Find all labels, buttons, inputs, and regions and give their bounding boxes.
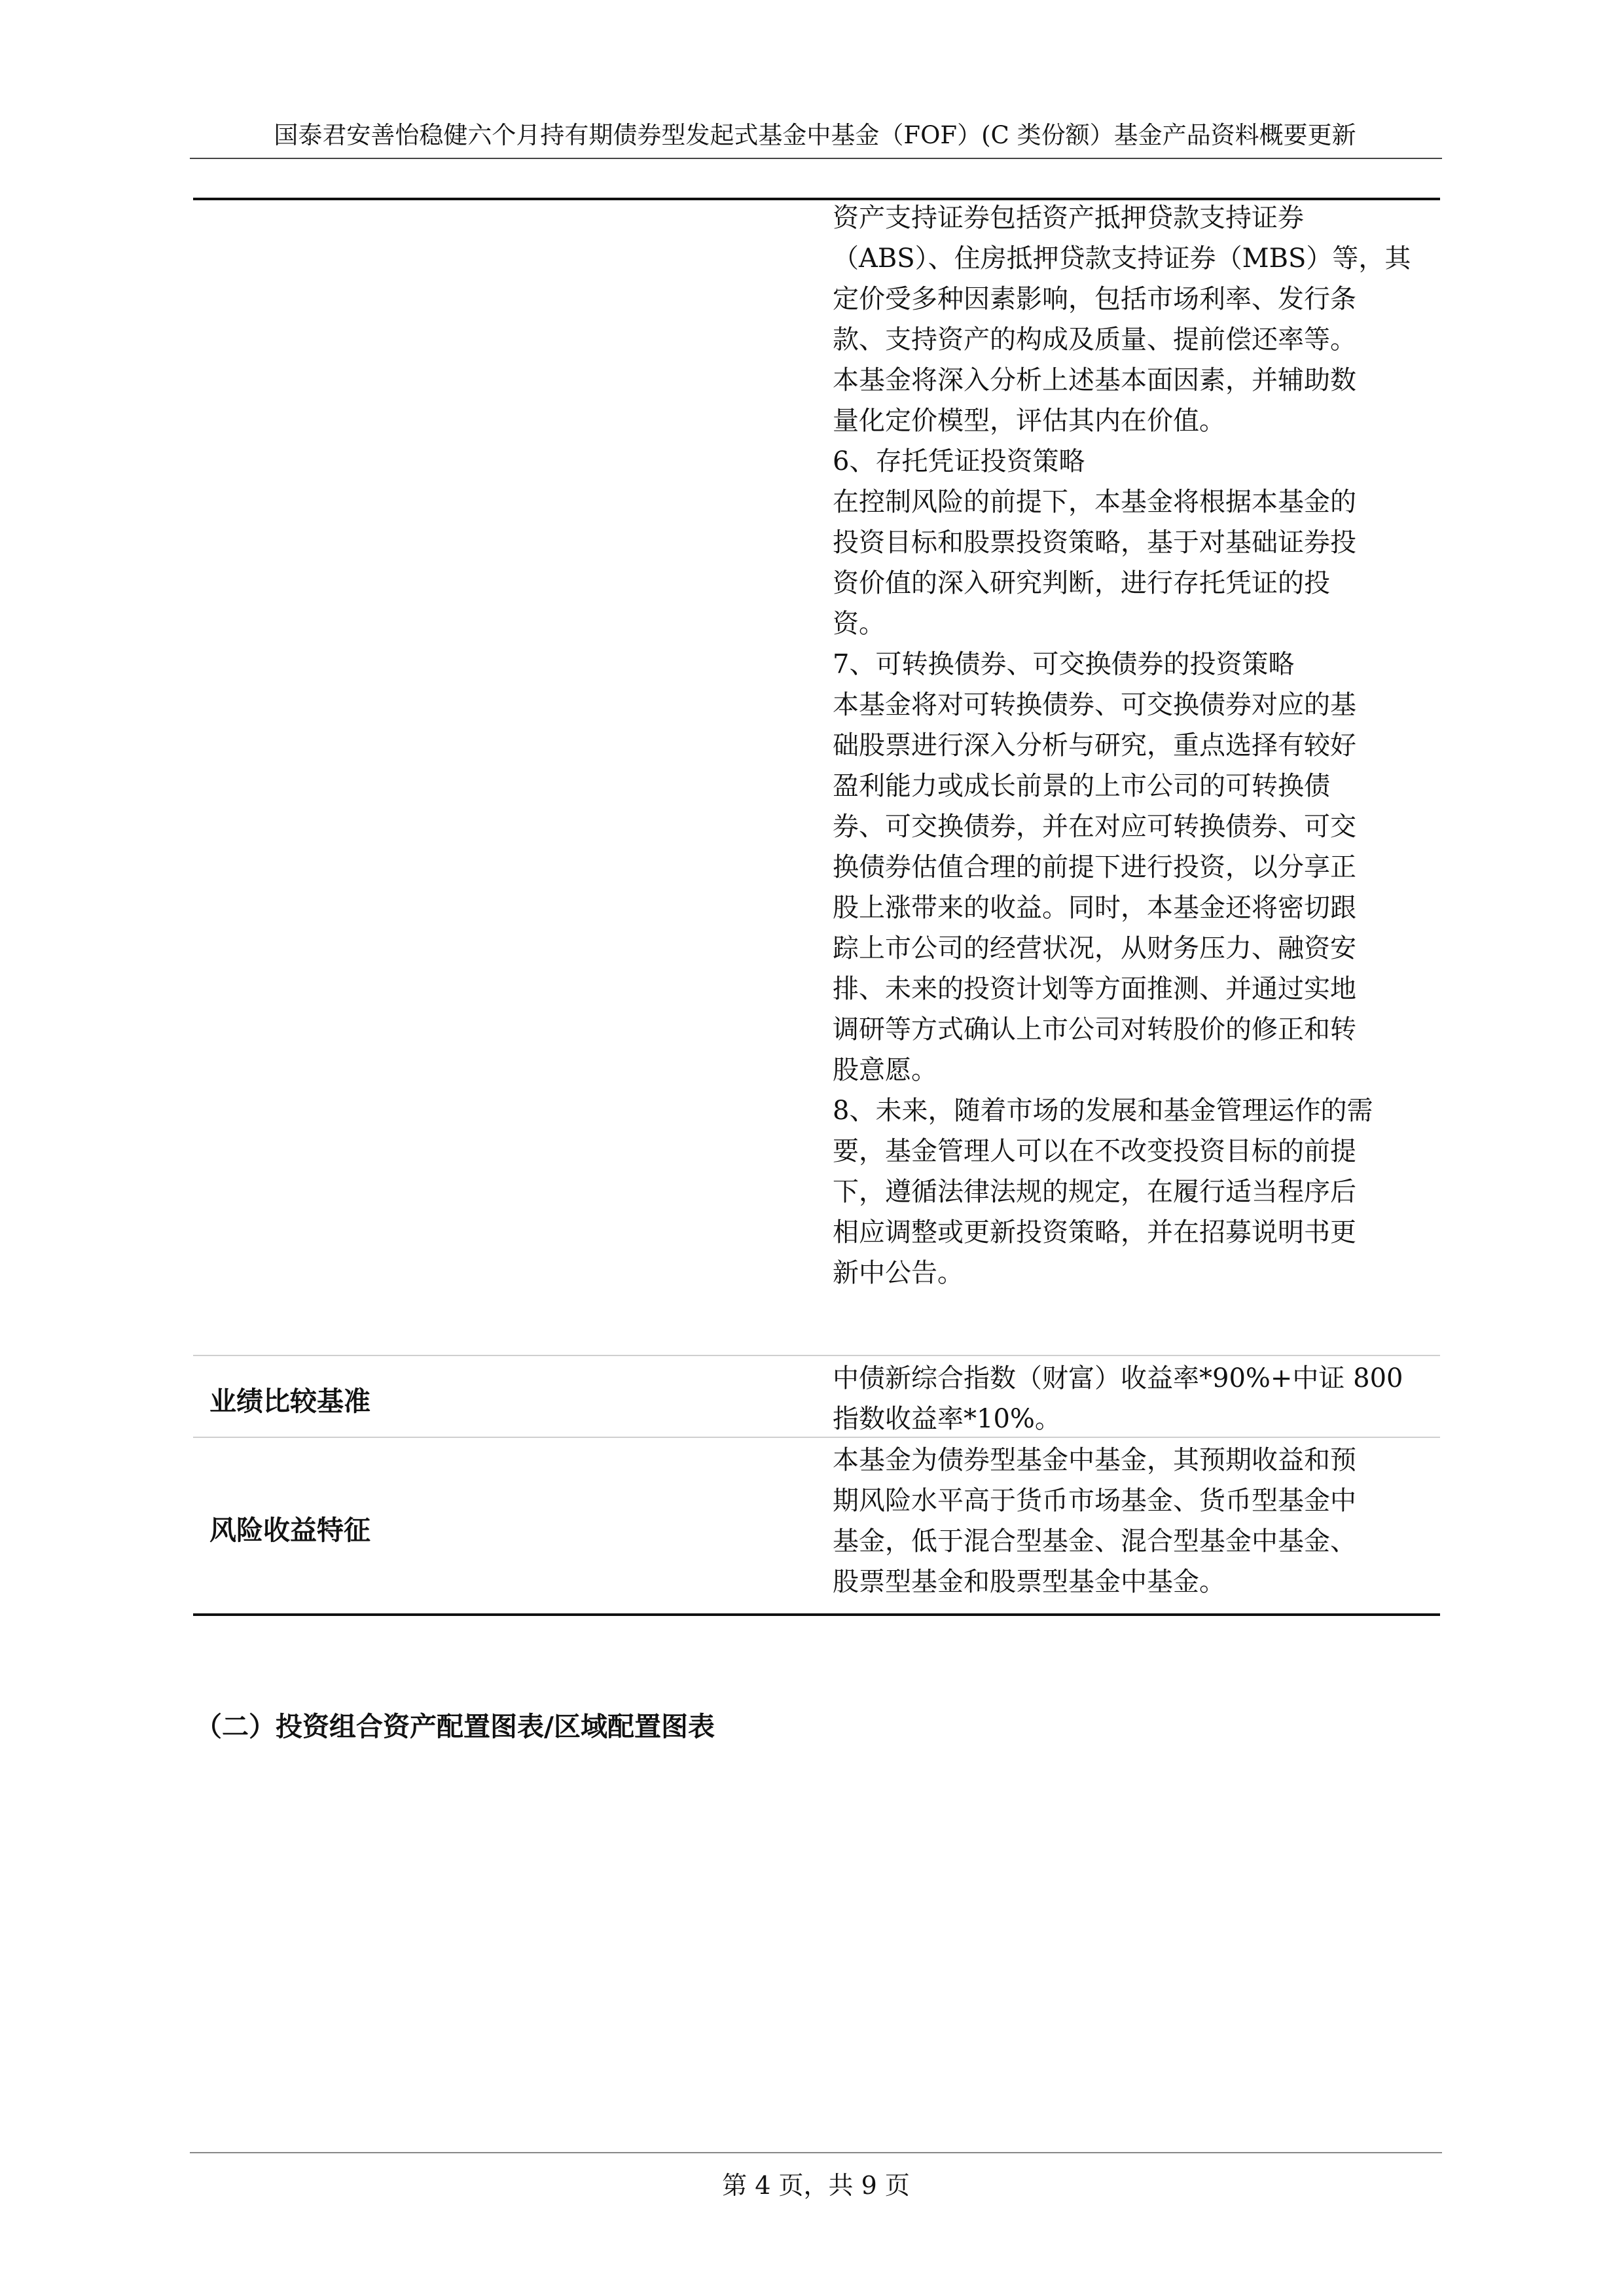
row-divider — [193, 1355, 1440, 1356]
investment-strategy-cell — [833, 198, 1435, 1293]
strategy-line: 股上涨带来的收益。同时，本基金还将密切跟 — [833, 893, 1356, 923]
risk-return-label: 风险收益特征 — [209, 1515, 370, 1546]
row-divider — [193, 1437, 1440, 1438]
strategy-line: 8、未来，随着市场的发展和基金管理运作的需 — [833, 1096, 1373, 1126]
strategy-line: 新中公告。 — [833, 1258, 964, 1288]
header-divider — [190, 158, 1442, 159]
footer-divider — [190, 2152, 1442, 2153]
risk-line: 基金，低于混合型基金、混合型基金中基金、 — [833, 1526, 1356, 1556]
risk-line: 期风险水平高于货币市场基金、货币型基金中 — [833, 1486, 1356, 1516]
strategy-line: 券、可交换债券，并在对应可转换债券、可交 — [833, 812, 1356, 842]
strategy-line: 资。 — [833, 609, 885, 639]
strategy-line: 本基金将深入分析上述基本面因素，并辅助数 — [833, 365, 1356, 395]
strategy-line: 6、存托凭证投资策略 — [833, 446, 1085, 476]
table-bottom-border — [193, 1613, 1440, 1616]
risk-line: 股票型基金和股票型基金中基金。 — [833, 1567, 1225, 1597]
strategy-line: 调研等方式确认上市公司对转股价的修正和转 — [833, 1014, 1356, 1045]
risk-return-value-cell — [833, 1440, 1435, 1602]
strategy-line: 盈利能力或成长前景的上市公司的可转换债 — [833, 771, 1330, 801]
strategy-line: 踪上市公司的经营状况，从财务压力、融资安 — [833, 933, 1356, 963]
section-heading: （二）投资组合资产配置图表/区域配置图表 — [195, 1711, 715, 1742]
benchmark-line: 中债新综合指数（财富）收益率*90%+中证 800 — [833, 1363, 1403, 1393]
strategy-line: 本基金将对可转换债券、可交换债券对应的基 — [833, 690, 1356, 720]
benchmark-line: 指数收益率*10%。 — [833, 1404, 1061, 1434]
strategy-line: （ABS）、住房抵押贷款支持证券（MBS）等，其 — [833, 243, 1411, 274]
benchmark-value-cell — [833, 1358, 1435, 1439]
strategy-line: 在控制风险的前提下，本基金将根据本基金的 — [833, 487, 1356, 517]
strategy-line: 资产支持证券包括资产抵押贷款支持证券 — [833, 203, 1304, 233]
strategy-line: 定价受多种因素影响，包括市场利率、发行条 — [833, 284, 1356, 314]
strategy-line: 下，遵循法律法规的规定，在履行适当程序后 — [833, 1177, 1356, 1207]
strategy-line: 础股票进行深入分析与研究，重点选择有较好 — [833, 730, 1356, 761]
strategy-line: 资价值的深入研究判断，进行存托凭证的投 — [833, 568, 1330, 598]
risk-line: 本基金为债券型基金中基金，其预期收益和预 — [833, 1445, 1356, 1475]
strategy-line: 款、支持资产的构成及质量、提前偿还率等。 — [833, 325, 1356, 355]
strategy-line: 要，基金管理人可以在不改变投资目标的前提 — [833, 1136, 1356, 1166]
strategy-line: 量化定价模型，评估其内在价值。 — [833, 406, 1225, 436]
strategy-line: 投资目标和股票投资策略，基于对基础证券投 — [833, 528, 1356, 558]
benchmark-label: 业绩比较基准 — [209, 1386, 370, 1417]
strategy-line: 换债券估值合理的前提下进行投资，以分享正 — [833, 852, 1356, 882]
document-header-title: 国泰君安善怡稳健六个月持有期债券型发起式基金中基金（FOF）(C 类份额）基金产品资料概要更新 — [274, 121, 1356, 149]
strategy-line: 股意愿。 — [833, 1055, 937, 1085]
strategy-line: 排、未来的投资计划等方面推测、并通过实地 — [833, 974, 1356, 1004]
strategy-line: 相应调整或更新投资策略，并在招募说明书更 — [833, 1217, 1356, 1247]
strategy-line: 7、可转换债券、可交换债券的投资策略 — [833, 649, 1295, 679]
page-number: 第 4 页，共 9 页 — [722, 2171, 910, 2200]
